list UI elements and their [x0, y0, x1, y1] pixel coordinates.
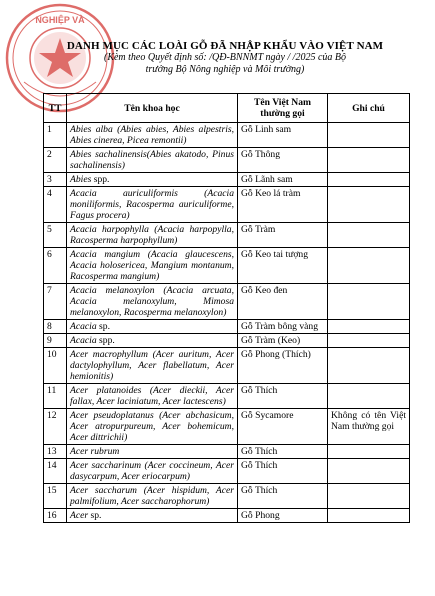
table-row — [44, 409, 410, 445]
scientific-name-text: Acer rubrum — [70, 446, 120, 457]
vietnamese-name: Gỗ Linh sam — [238, 123, 328, 148]
vietnamese-name: Gỗ Keo tai tượng — [238, 248, 328, 284]
table-row — [44, 148, 410, 173]
vietnamese-name: Gỗ Tràm — [238, 223, 328, 248]
table-row — [44, 509, 410, 523]
scientific-name-text: Abies — [70, 174, 92, 185]
note — [328, 173, 410, 187]
scientific-name-suffix: sp. — [88, 510, 102, 521]
vietnamese-name: Gỗ Thích — [238, 445, 328, 459]
scientific-name-text: Acer pseudoplatanus (Acer abchasicum, Acer atropurpureum, Acer bohemicum, Acer dittrichii) — [70, 410, 234, 443]
vietnamese-name: Gỗ Lãnh sam — [238, 173, 328, 187]
wood-species-table — [43, 93, 410, 523]
row-number: 1 — [44, 123, 67, 148]
vietnamese-name: Gỗ Sycamore — [238, 409, 328, 445]
header-note: Ghi chú — [328, 94, 410, 123]
vietnamese-name: Gỗ Phong (Thích) — [238, 348, 328, 384]
scientific-name-text: Acer platanoides (Acer dieckii, Acer fallax, Acer laciniatum, Acer lactescens) — [70, 385, 234, 407]
vietnamese-name: Gỗ Thích — [238, 459, 328, 484]
scientific-name — [67, 148, 238, 173]
table-row — [44, 173, 410, 187]
header-vietnamese-name: Tên Việt Nam thường gọi — [238, 94, 328, 123]
table-row — [44, 123, 410, 148]
table-row — [44, 187, 410, 223]
vietnamese-name: Gỗ Thích — [238, 484, 328, 509]
table-row — [44, 223, 410, 248]
row-number: 7 — [44, 284, 67, 320]
table-row — [44, 320, 410, 334]
scientific-name-text: Acer saccharinum (Acer coccineum, Acer dasycarpum, Acer eriocarpum) — [70, 460, 234, 482]
vietnamese-name: Gỗ Keo đen — [238, 284, 328, 320]
note — [328, 187, 410, 223]
vietnamese-name: Gỗ Keo lá tràm — [238, 187, 328, 223]
row-number: 8 — [44, 320, 67, 334]
row-number: 11 — [44, 384, 67, 409]
scientific-name — [67, 445, 238, 459]
table-row — [44, 459, 410, 484]
scientific-name — [67, 409, 238, 445]
document-subtitle-line1: (Kèm theo Quyết định số: /QĐ-BNNMT ngày / /2025 của Bộ — [103, 52, 346, 63]
row-number: 5 — [44, 223, 67, 248]
table-row — [44, 384, 410, 409]
note — [328, 509, 410, 523]
scientific-name — [67, 334, 238, 348]
scientific-name — [67, 284, 238, 320]
note — [328, 348, 410, 384]
document-title: DANH MỤC CÁC LOÀI GỖ ĐÃ NHẬP KHẨU VÀO VIỆT NAM — [66, 40, 384, 52]
row-number: 12 — [44, 409, 67, 445]
scientific-name — [67, 320, 238, 334]
scientific-name-text: Abies sachalinensis(Abies akatodo, Pinus sachalinensis) — [70, 149, 234, 171]
note — [328, 445, 410, 459]
scientific-name-suffix: sp. — [96, 321, 110, 332]
scientific-name-text: Acer — [70, 510, 89, 521]
scientific-name — [67, 223, 238, 248]
scientific-name — [67, 348, 238, 384]
scientific-name — [67, 459, 238, 484]
scientific-name — [67, 123, 238, 148]
scientific-name — [67, 248, 238, 284]
row-number: 15 — [44, 484, 67, 509]
scientific-name-text: Abies alba (Abies abies, Abies alpestris, Abies cinerea, Picea remontii) — [70, 124, 234, 146]
table-row — [44, 348, 410, 384]
row-number: 4 — [44, 187, 67, 223]
row-number: 14 — [44, 459, 67, 484]
scientific-name-text: Acacia auriculiformis (Acacia moniliformis, Racosperma auriculiforme, Fagus procera) — [70, 188, 234, 221]
table-row — [44, 248, 410, 284]
scientific-name-suffix: spp. — [96, 335, 115, 346]
document-subtitle-line2: trưởng Bộ Nông nghiệp và Môi trường) — [145, 64, 305, 75]
header-tt: TT — [44, 94, 67, 123]
note — [328, 334, 410, 348]
scientific-name — [67, 173, 238, 187]
scientific-name-suffix: spp. — [91, 174, 110, 185]
row-number: 9 — [44, 334, 67, 348]
scientific-name-text: Acacia melanoxylon (Acacia arcuata, Acacia melanoxylum, Mimosa melanoxylon, Racosperma melanoxylon) — [70, 285, 234, 318]
note — [328, 148, 410, 173]
row-number: 13 — [44, 445, 67, 459]
row-number: 16 — [44, 509, 67, 523]
table-header-row — [44, 94, 410, 123]
vietnamese-name: Gỗ Tràm (Keo) — [238, 334, 328, 348]
scientific-name-text: Acacia mangium (Acacia glaucescens, Acacia holosericea, Mangium montanum, Racosperma mangium) — [70, 249, 234, 282]
note — [328, 384, 410, 409]
note — [328, 123, 410, 148]
seal-text: NGHIỆP VÀ — [35, 15, 85, 25]
document-header — [60, 40, 390, 76]
scientific-name — [67, 384, 238, 409]
vietnamese-name: Gỗ Tràm bông vàng — [238, 320, 328, 334]
vietnamese-name: Gỗ Phong — [238, 509, 328, 523]
note — [328, 459, 410, 484]
scientific-name-text: Acacia harpophylla (Acacia harpopylla, Racosperma harpophyllum) — [70, 224, 234, 246]
note — [328, 248, 410, 284]
row-number: 6 — [44, 248, 67, 284]
note — [328, 223, 410, 248]
note — [328, 484, 410, 509]
note — [328, 320, 410, 334]
scientific-name-text: Acacia — [70, 321, 97, 332]
scientific-name-text: Acer saccharum (Acer hispidum, Acer palmifolium, Acer saccharophorum) — [70, 485, 234, 507]
scientific-name — [67, 509, 238, 523]
scientific-name-text: Acacia — [70, 335, 97, 346]
header-scientific-name: Tên khoa học — [67, 94, 238, 123]
note — [328, 284, 410, 320]
table-row — [44, 445, 410, 459]
table-row — [44, 284, 410, 320]
row-number: 10 — [44, 348, 67, 384]
row-number: 3 — [44, 173, 67, 187]
table-row — [44, 334, 410, 348]
row-number: 2 — [44, 148, 67, 173]
scientific-name-text: Acer macrophyllum (Acer auritum, Acer dactylophyllum, Acer flabellatum, Acer hemionitis) — [70, 349, 234, 382]
vietnamese-name: Gỗ Thông — [238, 148, 328, 173]
note: Không có tên Việt Nam thường gọi — [328, 409, 410, 445]
scientific-name — [67, 187, 238, 223]
vietnamese-name: Gỗ Thích — [238, 384, 328, 409]
table-row — [44, 484, 410, 509]
scientific-name — [67, 484, 238, 509]
